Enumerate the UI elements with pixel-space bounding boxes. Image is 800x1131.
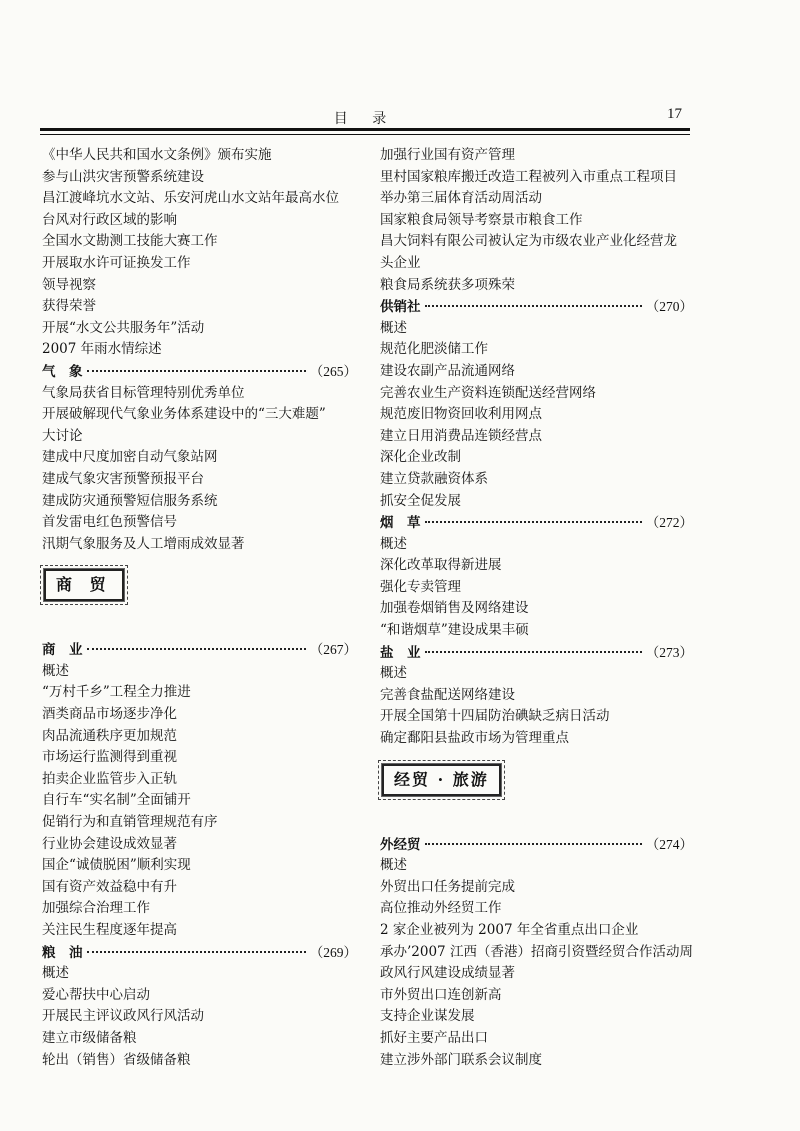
toc-section-heading	[380, 512, 693, 534]
page-header	[40, 108, 690, 130]
toc-entry: 台风对行政区域的影响	[42, 211, 177, 228]
toc-section-heading	[380, 296, 693, 318]
dot-leader	[87, 360, 306, 372]
toc-entry: 加强行业国有资产管理	[380, 147, 515, 163]
dot-leader	[425, 295, 642, 307]
toc-entry: 规范化肥淡储工作	[380, 341, 488, 358]
toc-entry: 汛期气象服务及人工增雨成效显著	[42, 535, 245, 552]
toc-entry: 高位推动外经贸工作	[380, 900, 502, 917]
section-name: 盐 业	[380, 644, 421, 661]
section-name: 外经贸	[380, 836, 421, 853]
toc-entry: 外贸出口任务提前完成	[380, 878, 515, 895]
toc-entry: 行业协会建设成效显著	[42, 835, 177, 852]
toc-entry: 开展破解现代气象业务体系建设中的“三大难题”	[42, 406, 326, 423]
toc-entry: “万村千乡”工程全力推进	[42, 684, 191, 701]
section-page-number: （274）	[645, 836, 693, 852]
toc-entry: 大讨论	[42, 427, 83, 444]
toc-entry: 加强卷烟销售及网络建设	[380, 600, 529, 617]
toc-entry: 建立日用消费品连锁经营点	[380, 427, 542, 444]
toc-entry: 概述	[42, 965, 69, 982]
toc-right-column	[380, 145, 693, 1071]
section-name: 供销社	[380, 299, 421, 316]
section-name: 商 业	[42, 642, 83, 659]
toc-entry: 建成中尺度加密自动气象站网	[42, 449, 218, 466]
toc-section-heading	[380, 834, 693, 856]
section-name: 粮 油	[42, 944, 83, 961]
section-page-number: （269）	[309, 944, 357, 960]
toc-entry: 深化改革取得新进展	[380, 557, 502, 574]
toc-entry: 举办第三届体育活动周活动	[380, 190, 542, 207]
toc-entry: 建设农副产品流通网络	[380, 362, 515, 379]
category-banner	[44, 569, 357, 621]
toc-entry: 爱心帮扶中心启动	[42, 986, 150, 1003]
toc-entry: 强化专卖管理	[380, 578, 461, 595]
toc-entry: 建立涉外部门联系会议制度	[380, 1051, 542, 1068]
toc-entry: 开展全国第十四届防治碘缺乏病日活动	[380, 708, 610, 725]
dot-leader	[87, 941, 306, 953]
section-page-number: （267）	[309, 642, 357, 658]
dot-leader	[87, 638, 306, 650]
toc-entry: 头企业	[380, 254, 421, 271]
toc-entry: 关注民生程度逐年提高	[42, 922, 177, 938]
toc-entry: 完善农业生产资料连锁配送经营网络	[380, 384, 596, 401]
toc-entry: 加强综合治理工作	[42, 900, 150, 917]
toc-entry: 肉品流通秩序更加规范	[42, 727, 177, 744]
section-page-number: （270）	[645, 299, 693, 315]
toc-entry: 确定鄱阳县盐政市场为管理重点	[380, 730, 569, 747]
toc-entry: 完善食盐配送网络建设	[380, 686, 515, 703]
toc-section-heading	[42, 942, 357, 964]
toc-entry: 抓安全促发展	[380, 492, 461, 509]
toc-entry: 建立市级储备粮	[42, 1029, 137, 1046]
toc-entry: 拍卖企业监管步入正轨	[42, 770, 177, 787]
toc-entry: 昌大饲料有限公司被认定为市级农业产业化经营龙	[380, 233, 677, 250]
toc-entry: 粮食局系统获多项殊荣	[380, 276, 515, 293]
toc-entry: 自行车“实名制”全面铺开	[42, 792, 191, 809]
toc-entry: 气象局获省目标管理特别优秀单位	[42, 384, 245, 401]
toc-entry: 国企“诚债脱困”顺利实现	[42, 857, 191, 874]
toc-entry: “和谐烟草”建设成果丰硕	[380, 622, 529, 639]
toc-entry: 概述	[380, 857, 407, 874]
toc-entry: 国家粮食局领导考察景市粮食工作	[380, 211, 583, 228]
toc-entry: 2 家企业被列为 2007 年全省重点出口企业	[380, 922, 639, 938]
dot-leader	[425, 641, 642, 653]
dot-leader	[425, 833, 642, 845]
category-banner	[382, 764, 693, 816]
category-label: 商 贸	[44, 569, 124, 601]
toc-section-heading	[42, 361, 357, 383]
toc-entry: 概述	[380, 319, 407, 336]
toc-entry: 领导视察	[42, 276, 96, 293]
toc-entry: 建成气象灾害预警预报平台	[42, 470, 204, 487]
toc-entry: 建立贷款融资体系	[380, 470, 488, 487]
toc-entry: 开展取水许可证换发工作	[42, 254, 191, 271]
toc-entry: 抓好主要产品出口	[380, 1029, 488, 1046]
header-rule-thick	[40, 128, 690, 131]
category-label: 经贸 · 旅游	[382, 764, 501, 796]
section-page-number: （265）	[309, 363, 357, 379]
toc-entry: 轮出（销售）省级储备粮	[42, 1051, 191, 1068]
header-title: 目 录	[333, 111, 397, 127]
section-name: 烟 草	[380, 515, 421, 532]
toc-entry: 《中华人民共和国水文条例》颁布实施	[42, 147, 272, 163]
toc-entry: 促销行为和直销管理规范有序	[42, 814, 218, 831]
toc-section-heading	[380, 642, 693, 664]
toc-entry: 全国水文勘测工技能大赛工作	[42, 233, 218, 250]
toc-entry: 国有资产效益稳中有升	[42, 878, 177, 895]
toc-entry: 开展民主评议政风行风活动	[42, 1008, 204, 1025]
section-page-number: （272）	[645, 515, 693, 531]
toc-section-heading	[42, 639, 357, 661]
toc-left-column	[42, 145, 357, 1071]
toc-entry: 承办’2007 江西（香港）招商引资暨经贸合作活动周	[380, 943, 693, 960]
toc-entry: 获得荣誉	[42, 298, 96, 315]
toc-entry: 市场运行监测得到重视	[42, 749, 177, 766]
toc-entry: 市外贸出口连创新高	[380, 986, 502, 1003]
toc-entry: 里村国家粮库搬迁改造工程被列入市重点工程项目	[380, 168, 677, 185]
dot-leader	[425, 511, 642, 523]
toc-entry: 规范废旧物资回收利用网点	[380, 406, 542, 423]
toc-entry: 首发雷电红色预警信号	[42, 514, 177, 531]
toc-entry: 概述	[42, 662, 69, 679]
section-page-number: （273）	[645, 644, 693, 660]
header-rule-thin	[40, 134, 690, 135]
section-name: 气 象	[42, 363, 83, 380]
toc-entry: 建成防灾通预警短信服务系统	[42, 492, 218, 509]
toc-entry: 开展“水文公共服务年”活动	[42, 319, 205, 336]
toc-entry: 酒类商品市场逐步净化	[42, 706, 177, 723]
page-number: 17	[667, 106, 682, 122]
toc-entry: 参与山洪灾害预警系统建设	[42, 168, 204, 185]
toc-entry: 2007 年雨水情综述	[42, 341, 162, 358]
toc-entry: 政风行风建设成绩显著	[380, 965, 515, 982]
toc-entry: 支持企业谋发展	[380, 1008, 475, 1025]
toc-entry: 昌江渡峰坑水文站、乐安河虎山水文站年最高水位	[42, 190, 339, 207]
toc-entry: 概述	[380, 665, 407, 682]
toc-entry: 深化企业改制	[380, 449, 461, 466]
toc-entry: 概述	[380, 535, 407, 552]
